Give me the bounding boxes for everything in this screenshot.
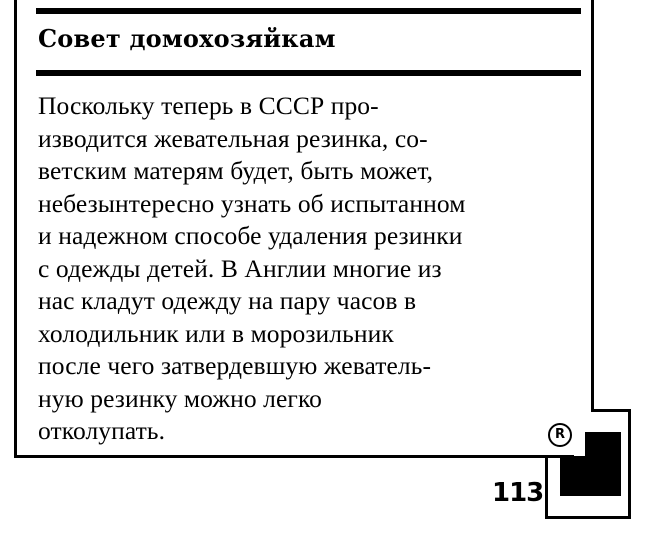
registered-mark-icon: R (548, 423, 572, 447)
page-border-left (14, 0, 17, 458)
corner-rule-inner (545, 455, 548, 519)
body-line: Поскольку теперь в СССР про- (38, 91, 379, 120)
corner-rule-bottom (545, 516, 631, 519)
body-line: с одежды детей. В Англии многие из (38, 253, 442, 283)
body-line: отколупать. (38, 416, 166, 445)
corner-square-tail (560, 456, 621, 496)
heading-rule-top (36, 8, 581, 14)
body-line: ную резинку можно легко (38, 383, 323, 413)
body-line: нас кладут одежду на пару часов в (38, 286, 417, 315)
article-heading: Совет домохозяйкам (38, 24, 336, 53)
body-line: небезынтересно узнать об испытанном (38, 188, 466, 218)
body-line: и надежном способе удаления резинки (38, 221, 463, 250)
body-line: холодильник или в морозильник (38, 318, 394, 348)
body-line: ветским матерям будет, быть может, (38, 156, 434, 185)
body-line: изводится жевательная резинка, со- (38, 123, 428, 153)
page-number: 113 (492, 478, 544, 508)
heading-rule-bottom (36, 70, 581, 76)
page-border-right (591, 0, 594, 412)
corner-rule-horizontal (591, 409, 631, 412)
article-body (38, 90, 588, 448)
page-border-bottom (14, 455, 574, 458)
corner-rule-vertical (628, 409, 631, 519)
body-line: после чего затвердевшую жеватель- (38, 351, 432, 380)
